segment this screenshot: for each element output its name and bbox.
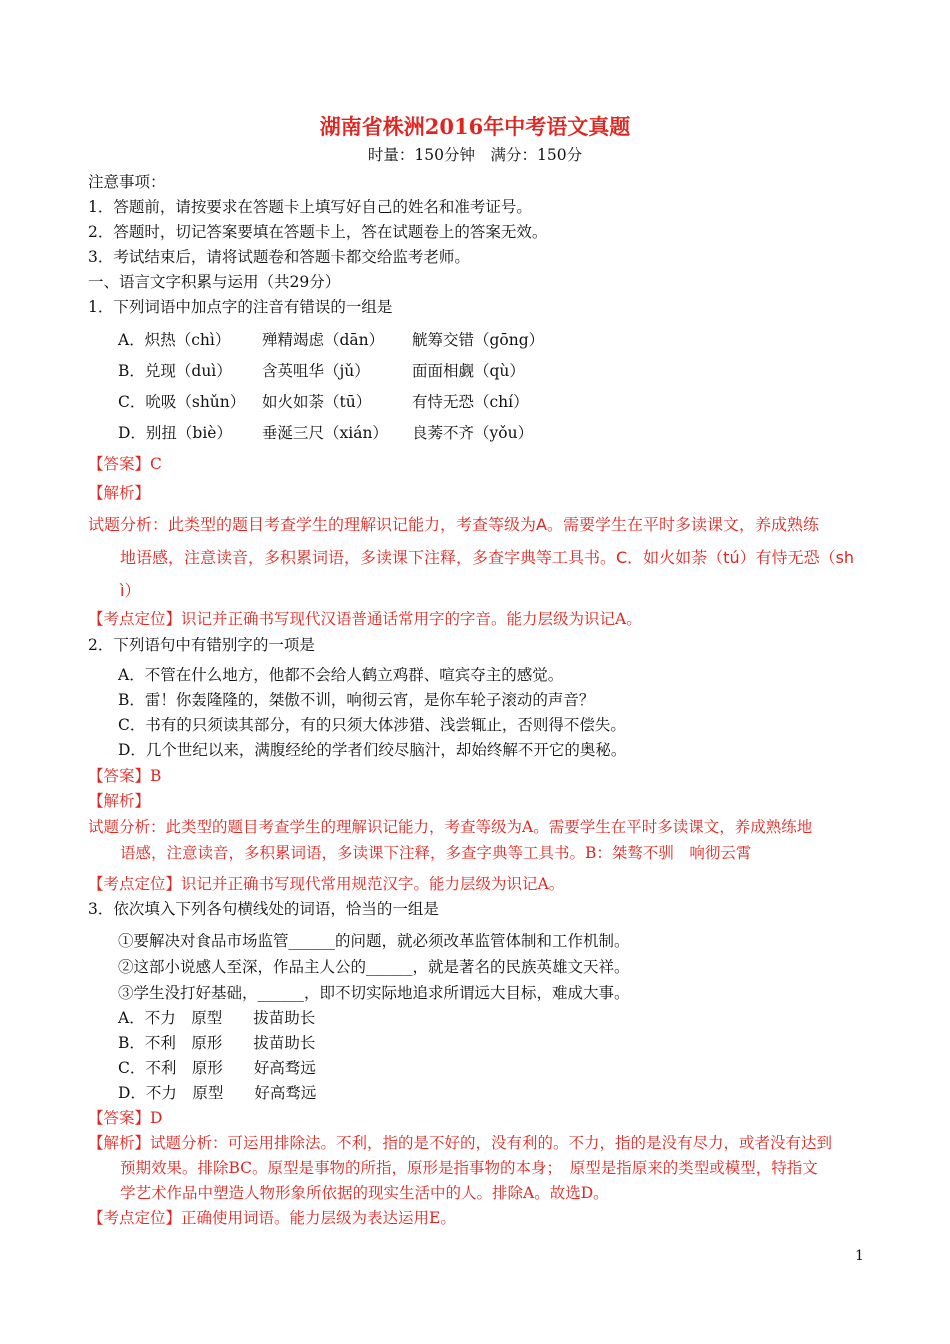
q3-answer: 【答案】D <box>88 1109 163 1127</box>
q1-option-cell: 垂涎三尺（xián） <box>262 424 388 442</box>
q1-option-cell: 如火如荼（tū） <box>262 393 372 411</box>
q3-option: D．不力 原型 好高骛远 <box>118 1084 317 1102</box>
q1-answer: 【答案】C <box>88 455 162 473</box>
note-item: 1．答题前，请按要求在答题卡上填写好自己的姓名和准考证号。 <box>88 198 532 216</box>
q2-analysis-line: 试题分析：此类型的题目考查学生的理解识记能力，考查等级为A。需要学生在平时多读课文，养成熟练地 <box>88 818 813 836</box>
q2-analysis-line: 语感，注意读音，多积累词语，多读课下注释，多查字典等工具书。B：桀骜不驯 响彻云霄 <box>120 844 752 862</box>
q3-option: B．不利 原形 拔苗助长 <box>118 1034 316 1052</box>
q3-analysis-line: 预期效果。排除BC。原型是事物的所指，原形是指事物的本身； 原型是指原来的类型或模型，特指文 <box>120 1159 818 1177</box>
question-1-stem: 1．下列词语中加点字的注音有错误的一组是 <box>88 298 393 316</box>
q1-option-cell: A．炽热（chì） <box>118 331 231 349</box>
q3-option: C．不利 原形 好高骛远 <box>118 1059 316 1077</box>
q1-analysis-label: 【解析】 <box>88 484 151 502</box>
question-3-stem: 3．依次填入下列各句横线处的词语，恰当的一组是 <box>88 900 439 918</box>
q1-option-cell: C．吮吸（shǔn） <box>118 393 246 411</box>
q1-analysis-line: ì） <box>120 581 141 600</box>
q1-option-cell: 面面相觑（qù） <box>412 362 525 380</box>
page-number: 1 <box>855 1248 864 1264</box>
q2-option: D．几个世纪以来，满腹经纶的学者们绞尽脑汁，却始终解不开它的奥秘。 <box>118 741 627 759</box>
q1-option-cell: 有恃无恐（chí） <box>412 393 529 411</box>
q2-answer: 【答案】B <box>88 767 162 785</box>
q3-analysis-line: 【解析】试题分析：可运用排除法。不利，指的是不好的，没有利的。不力，指的是没有尽力，或者没有达到 <box>88 1134 833 1152</box>
q3-analysis-line: 学艺术作品中塑造人物形象所依据的现实生活中的人。排除A。故选D。 <box>120 1184 609 1202</box>
q3-knowledge-point: 【考点定位】正确使用词语。能力层级为表达运用E。 <box>88 1209 456 1227</box>
q3-sentence: ①要解决对食品市场监管______的问题，就必须改革监管体制和工作机制。 <box>118 932 630 950</box>
q2-option: C．书有的只须读其部分，有的只须大体涉猎、浅尝辄止，否则得不偿失。 <box>118 716 626 734</box>
page-title: 湖南省株洲2016年中考语文真题 <box>319 114 631 139</box>
q1-option-cell: 良莠不齐（yǒu） <box>412 424 534 442</box>
section-heading: 一、语言文字积累与运用（共29分） <box>88 273 341 291</box>
q1-knowledge-point: 【考点定位】识记并正确书写现代汉语普通话常用字的字音。能力层级为识记A。 <box>88 610 642 628</box>
q1-option-cell: 殚精竭虑（dān） <box>262 331 385 349</box>
note-item: 2．答题时，切记答案要填在答题卡上，答在试题卷上的答案无效。 <box>88 223 548 241</box>
q3-option: A．不力 原型 拔苗助长 <box>118 1009 316 1027</box>
q1-option-cell: 觥筹交错（gōng） <box>412 331 545 349</box>
q1-option-cell: 含英咀华（jǔ） <box>262 362 370 380</box>
q1-option-cell: B．兑现（duì） <box>118 362 232 380</box>
q2-option: B．雷！你轰隆隆的，桀傲不训，响彻云宵，是你车轮子滚动的声音？ <box>118 691 595 709</box>
q2-analysis-label: 【解析】 <box>88 792 151 810</box>
question-2-stem: 2．下列语句中有错别字的一项是 <box>88 636 315 654</box>
q1-analysis-line: 试题分析：此类型的题目考查学生的理解识记能力，考查等级为A。需要学生在平时多读课文，养成熟练 <box>88 515 819 534</box>
q1-option-cell: D．别扭（biè） <box>118 424 232 442</box>
q1-analysis-line: 地语感，注意读音，多积累词语，多读课下注释，多查字典等工具书。C．如火如荼（tú）有恃无恐（sh <box>120 548 855 567</box>
note-item: 3．考试结束后，请将试题卷和答题卡都交给监考老师。 <box>88 248 470 266</box>
notes-heading: 注意事项： <box>88 173 166 191</box>
exam-info: 时量：150分钟 满分：150分 <box>367 146 583 164</box>
q3-sentence: ③学生没打好基础，______，即不切实际地追求所谓远大目标，难成大事。 <box>118 984 630 1002</box>
q2-knowledge-point: 【考点定位】识记并正确书写现代常用规范汉字。能力层级为识记A。 <box>88 875 565 893</box>
q2-option: A．不管在什么地方，他都不会给人鹤立鸡群、喧宾夺主的感觉。 <box>118 666 564 684</box>
q3-sentence: ②这部小说感人至深，作品主人公的______，就是著名的民族英雄文天祥。 <box>118 958 630 976</box>
